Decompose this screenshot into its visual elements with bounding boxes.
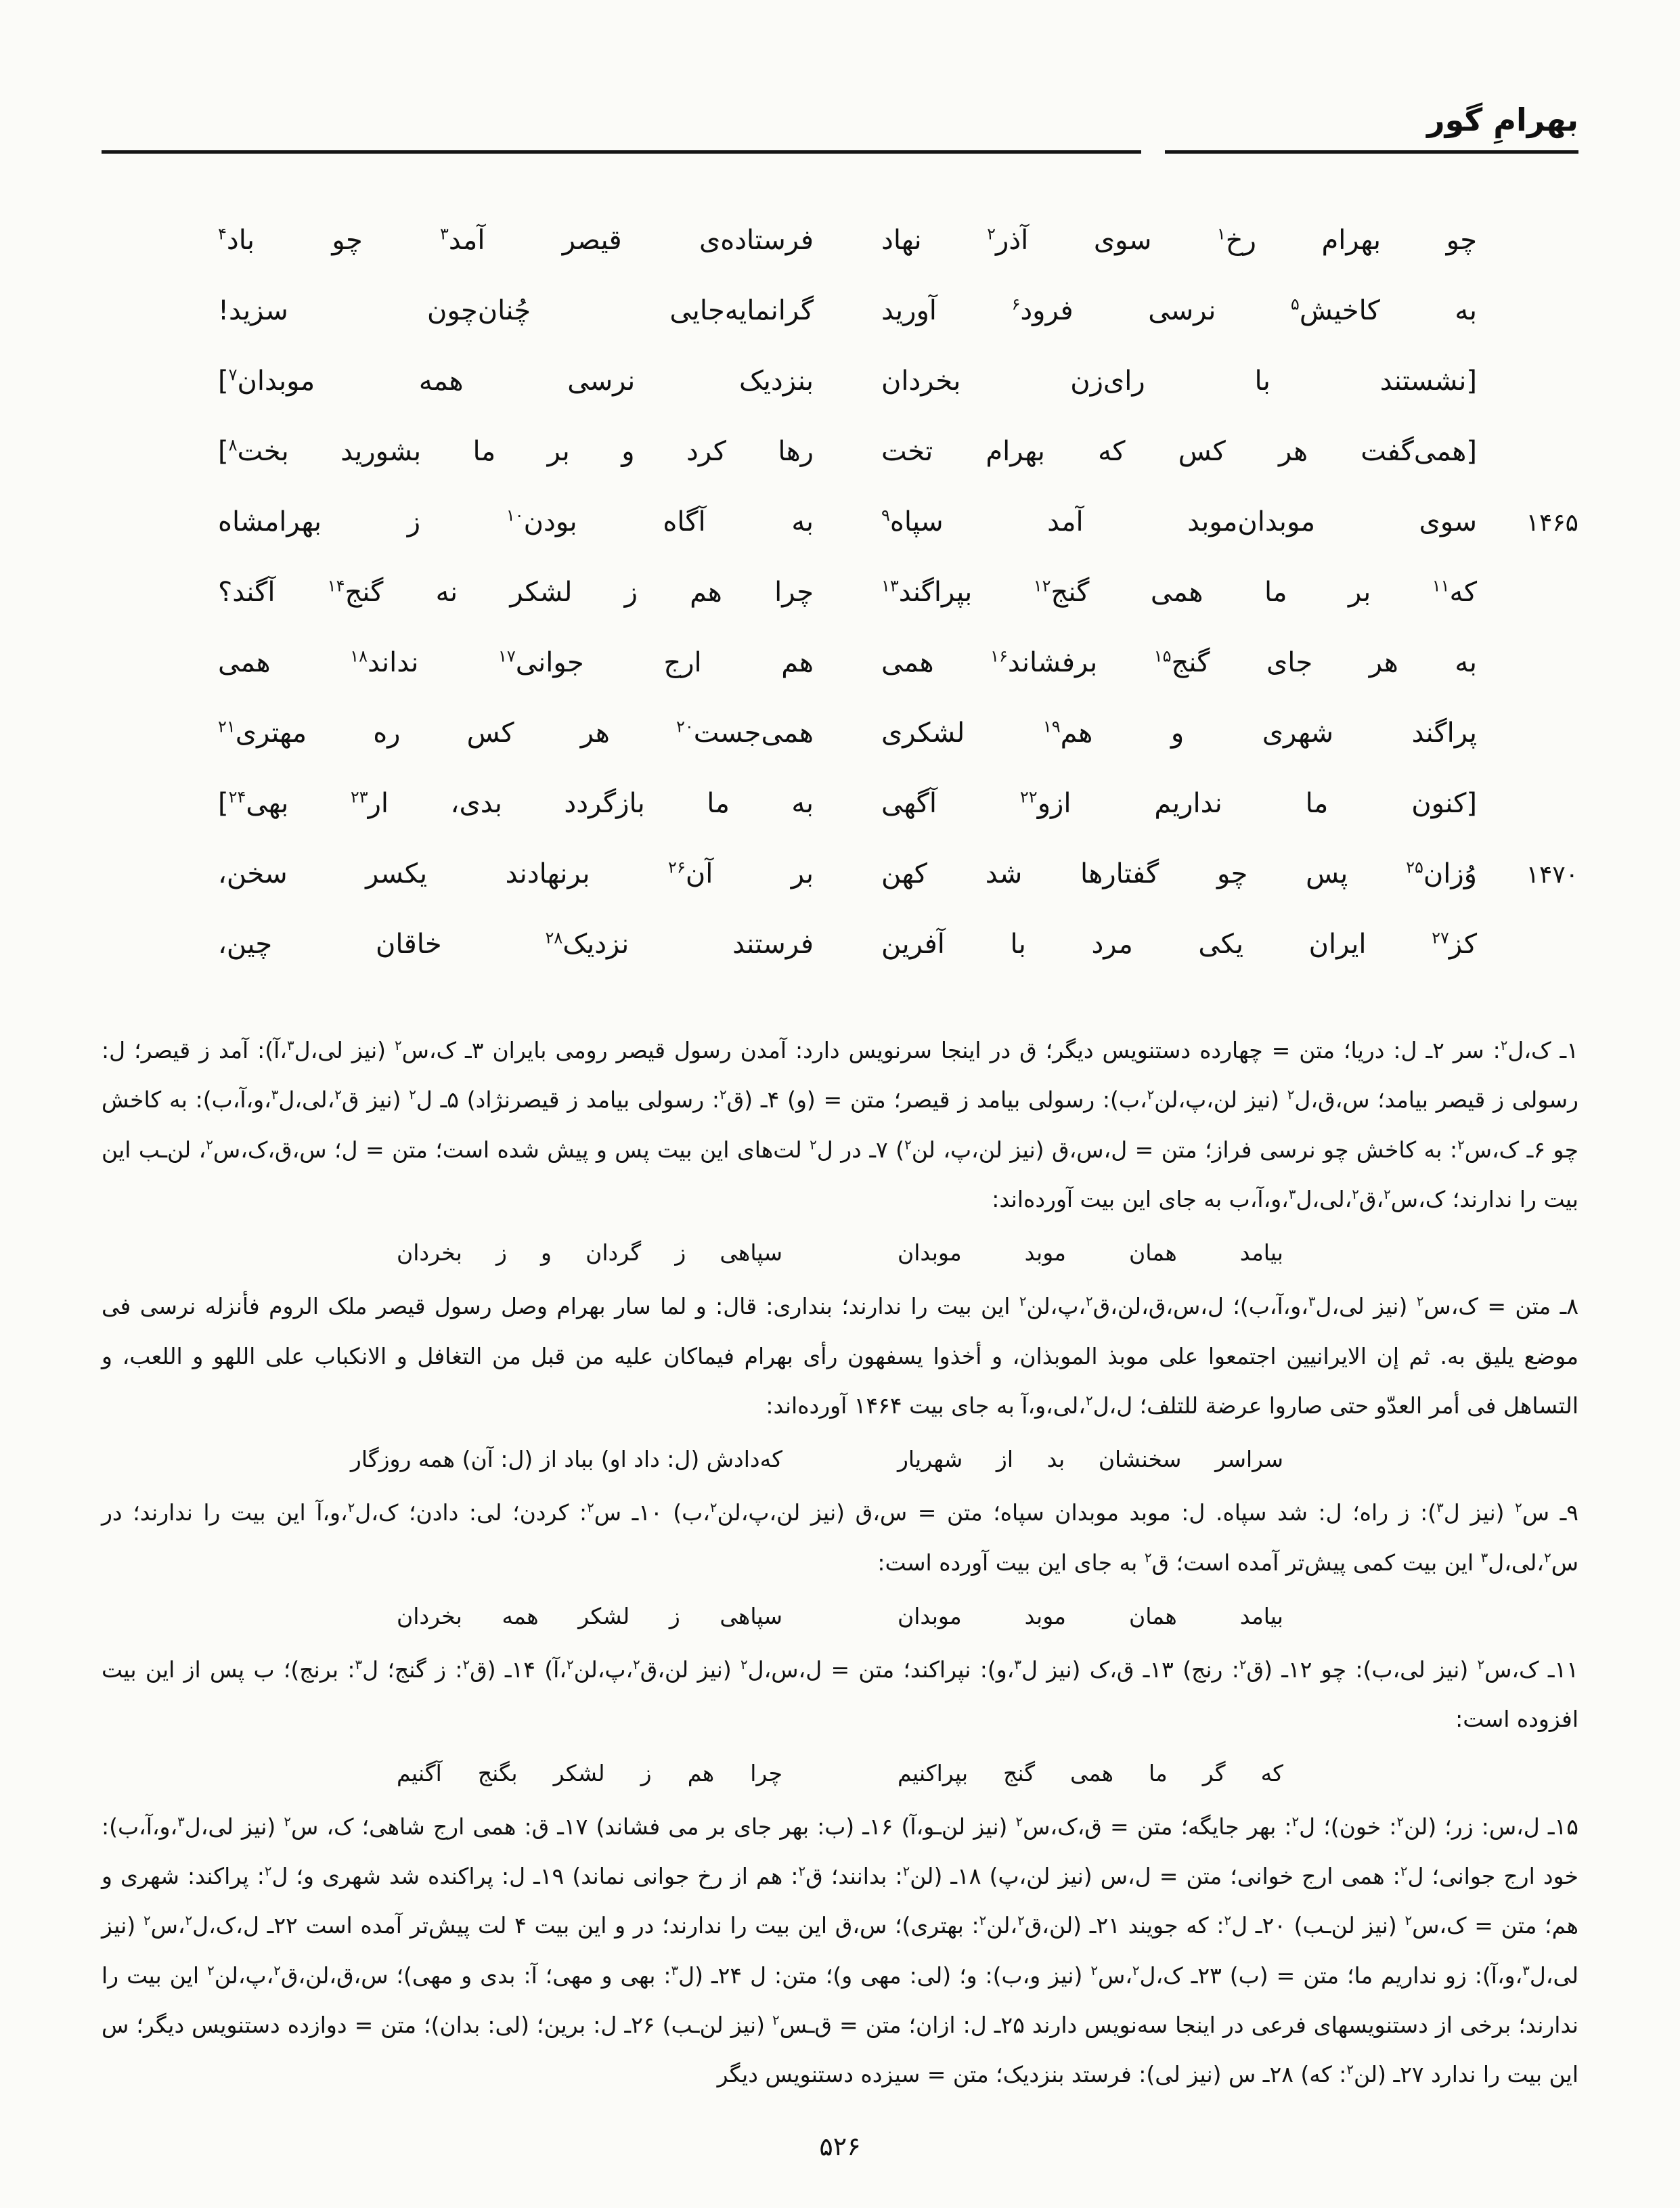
hemistich-right: به کاخیش$^۵$ نرسی فرود$^۶$ آورید [881,294,1477,326]
footnote-verse-hemistich-left: سپاهی ز لشکر همه بخردان [397,1602,782,1629]
footnote-verse [102,1591,1578,1641]
verse-row [102,646,1578,680]
hemistich-left: هم ارج جوانی$^{۱۷}$ نداند$^{۱۸}$ همی [218,646,814,678]
hemistich-right: به هر جای گنج$^{۱۵}$ برفشاند$^{۱۶}$ همی [881,646,1477,678]
verse-row [102,435,1578,468]
hemistich-right: که$^{۱۱}$ بر ما همی گنج$^{۱۲}$ بپراگند$^{۱۳}$ [881,576,1477,608]
hemistich-left: فرستاده‌ی قیصر آمد$^۳$ چو باد$^۴$ [218,224,814,256]
footnote-paragraph: ۱۱ـ ک،س$^۲$ (نیز لی،ب): چو ۱۲ـ (ق$^۲$: رنج) ۱۳ـ ق،ک (نیز ل$^۳$،و): نپراکند؛ متن = ل،س،ل$^۲$ (نیز لن،ق$^۲$،پ،لن$^۲$،آ) ۱۴ـ (ق$^۲$: ز گنج؛ ل$^۳$: برنج)؛ ب پس از این بیت افزوده است: [102,1656,1578,1733]
critical-apparatus [102,1025,1578,2099]
hemistich-left: همی‌جست$^{۲۰}$ هر کس ره مهتری$^{۲۱}$ [218,717,814,749]
footnote-verse-hemistich-right: بیامد همان موبد موبدان [898,1239,1283,1266]
verse-row [102,927,1578,961]
hemistich-right: [همی‌گفت هر کس که بهرام تخت [881,436,1477,467]
verse-row [102,223,1578,257]
hemistich-right: [کنون ما نداریم ازو$^{۲۲}$ آگهی [881,787,1477,819]
hemistich-left: فرستند نزدیک$^{۲۸}$ خاقان چین، [218,928,814,960]
footnote-verse [102,1434,1578,1484]
header-rule-gap [1141,150,1165,154]
footnote-paragraph: ۱ـ ک،ل$^۲$: سر ۲ـ ل: دریا؛ متن = چهارده دستنویس دیگر؛ ق در اینجا سرنویس دارد: آمدن رسول قیصر رومی بایران ۳ـ ک،س$^۲$ (نیز لی،ل$^۳$،آ): آمد ز قیصر؛ ل: رسولی ز قیصر بیامد؛ س،ق،ل$^۲$ (نیز لن،پ،لن$^۲$،ب): رسولی بیامد ز قیصر؛ متن = (و) ۴ـ (ق$^۲$: رسولی بیامد ز قیصرنژاد) ۵ـ ل$^۲$ (نیز ق$^۲$،لی،ل$^۳$،و،آ،ب): به کاخش چو ۶ـ ک،س$^۲$: به کاخش چو نرسی فراز؛ متن = ل،س،ق (نیز لن،پ، لن$^۲$) ۷ـ در ل$^۲$ لت‌های این بیت پس و پیش شده است؛ متن = ل؛ س،ق،ک،س$^۲$، لن‌ـب این بیت را ندارند؛ ک،س$^۲$،ق$^۲$،لی،ل$^۳$،و،آ،ب به جای این بیت آورده‌اند: [102,1037,1578,1212]
footnote-verse-hemistich-right: بیامد همان موبد موبدان [898,1602,1283,1629]
verse-row [102,505,1578,539]
poem-section [102,223,1578,961]
verse-row [102,364,1578,398]
verse-number: ۱۴۶۵ [1526,509,1578,537]
footnote-verse-hemistich-left: که‌دادش (ل: داد او) بباد از (ل: آن) همه روزگار [350,1446,782,1472]
verse-row [102,787,1578,820]
hemistich-left: بنزدیک نرسی همه موبدان$^۷$] [218,365,814,397]
verse-row [102,575,1578,609]
hemistich-right: کز$^{۲۷}$ ایران یکی مرد با آفرین [881,928,1477,960]
header-rule-right-segment [1165,150,1578,154]
footnote-verse-hemistich-left: چرا هم ز لشکر بگنج آگنیم [397,1759,782,1786]
hemistich-right: سوی موبدان‌موبد آمد سپاه$^۹$ [881,506,1477,537]
verse-row [102,716,1578,750]
footnote-verse-hemistich-left: سپاهی ز گردان و ز بخردان [397,1239,782,1266]
verse-row [102,294,1578,328]
hemistich-left: به ما بازگردد بدی، ار$^{۲۳}$ بهی$^{۲۴}$] [218,787,814,819]
header-rule [102,150,1578,154]
footnote-verse [102,1228,1578,1277]
page-number: ۵۲۶ [819,2132,861,2162]
header-rule-left-segment [102,150,1141,154]
hemistich-left: گرانمایه‌جایی چُنان‌چون سزید! [218,295,814,326]
verse-row [102,857,1578,891]
hemistich-left: چرا هم ز لشکر نه گنج$^{۱۴}$ آگند؟ [218,576,814,608]
hemistich-right: وُزان$^{۲۵}$ پس چو گفتارها شد کهن [881,858,1477,889]
hemistich-left: بر آن$^{۲۶}$ برنهادند یکسر سخن، [218,858,814,889]
page-header [102,102,1578,169]
verse-number: ۱۴۷۰ [1526,861,1578,889]
hemistich-left: به آگاه بودن$^{۱۰}$ ز بهرامشاه [218,506,814,537]
footnote-verse-hemistich-right: سراسر سخنشان بد از شهریار [898,1446,1283,1472]
hemistich-right: [نشستند با رای‌زن بخردان [881,366,1477,397]
footnote-paragraph: ۹ـ س$^۲$ (نیز ل$^۳$): ز راه؛ ل: شد سپاه. ل: موبد موبدان سپاه؛ متن = س،ق (نیز لن،پ،لن$^۲$،ب) ۱۰ـ س$^۲$: کردن؛ لی: دادن؛ ک،ل$^۲$،و،آ این بیت را ندارند؛ در س$^۲$،لی،ل$^۳$ این بیت کمی پیش‌تر آمده است؛ ق$^۲$ به جای این بیت آورده است: [102,1499,1578,1576]
chapter-title: بهرامِ گور [1427,102,1578,138]
hemistich-right: پراگند شهری و هم$^{۱۹}$ لشکری [881,717,1477,749]
footnote-verse-hemistich-right: که گر ما همی گنج بپراکنیم [898,1759,1283,1786]
footnote-paragraph: ۸ـ متن = ک،س$^۲$ (نیز لی،ل$^۳$،و،آ،ب)؛ ل،س،ق،لن،ق$^۲$،پ،لن$^۲$ این بیت را ندارند؛ بنداری: قال: و لما سار بهرام وصل رسول قیصر ملک الروم فأنزله نرسی فی موضع یلیق به. ثم إن الایرانیین اجتمعوا علی موبذ الموبذان، و أخذوا یسفهون رأی بهرام فیماکان علیه من قبل من التغافل و الانکباب علی اللهو و اللعب، و التساهل فی أمر العدّو حتی صاروا عرضة للتلف؛ ل،ل$^۲$،لی،و،آ به جای بیت ۱۴۶۴ آورده‌اند: [102,1293,1578,1419]
footnote-paragraph: ۱۵ـ ل،س: زر؛ (لن$^۲$: خون)؛ ل$^۲$: بهر جایگه؛ متن = ق،ک،س$^۲$ (نیز لن‌ـو،آ) ۱۶ـ (ب: بهر جای بر می فشاند) ۱۷ـ ق: همی ارج شاهی؛ ک، س$^۲$ (نیز لی،ل$^۳$،و،آ،ب): خود ارج جوانی؛ ل$^۲$: همی ارج خوانی؛ متن = ل،س (نیز لن،پ) ۱۸ـ (لن$^۲$: بدانند؛ ق$^۲$: هم از رخ جوانی نماند) ۱۹ـ ل: پراکنده شد شهری و؛ ل$^۲$: پراکند: شهری و هم؛ متن = ک،س$^۲$ (نیز لن‌ـب) ۲۰ـ ل$^۲$: که جویند ۲۱ـ (لن،ق$^۲$،لن$^۲$: بهتری)؛ س،ق این بیت را ندارند؛ در و این بیت ۴ لت پیش‌تر آمده است ۲۲ـ ل،ک،ل$^۲$،س$^۲$ (نیز لی،ل$^۳$،و،آ): زو نداریم ما؛ متن = (ب) ۲۳ـ ک،ل$^۲$،س$^۲$ (نیز و،ب): و؛ (لی: مهی و)؛ متن: ل ۲۴ـ (ل$^۳$: بهی و مهی؛ آ: بدی و مهی)؛ س،ق،لن،ق$^۲$،پ،لن$^۲$ این بیت را ندارند؛ برخی از دستنویسهای فرعی در اینجا سه‌نویس دارند ۲۵ـ ل: ازان؛ متن = ق‌ـس$^۲$ (نیز لن‌ـب) ۲۶ـ ل: برین؛ (لی: بدان)؛ متن = دوازده دستنویس دیگر؛ س این بیت را ندارد ۲۷ـ (لن$^۲$: که) ۲۸ـ س (نیز لی): فرستد بنزدیک؛ متن = سیزده دستنویس دیگر [102,1813,1578,2088]
hemistich-left: رها کرد و بر ما بشورید بخت$^۸$] [218,435,814,467]
hemistich-right: چو بهرام رخ$^۱$ سوی آذر$^۲$ نهاد [881,224,1477,256]
footnote-verse [102,1748,1578,1798]
